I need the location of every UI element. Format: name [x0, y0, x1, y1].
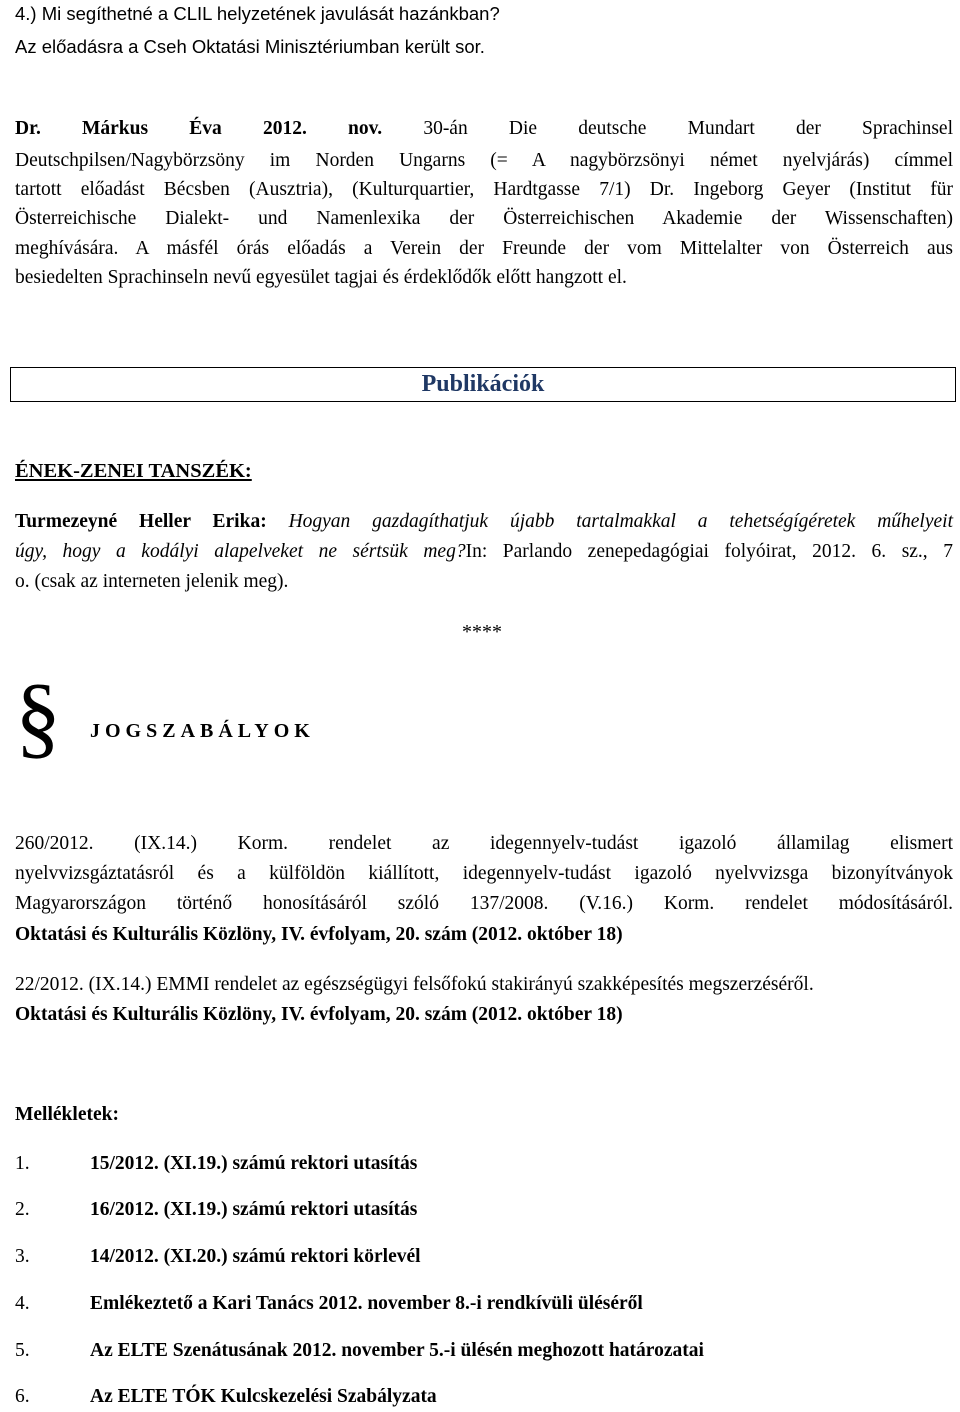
annex-number: 2.	[15, 1199, 30, 1220]
lecture-line-6: besiedelten Sprachinseln nevű egyesület tagjai és érdeklődők előtt hangzott el.	[15, 267, 627, 288]
publication-line-3: o. (csak az interneten jelenik meg).	[15, 571, 289, 592]
lecture-line-5: meghívására. A másfél órás előadás a Verein der Freunde der vom Mittelalter von Österreich aus	[15, 238, 953, 259]
law-1-line-3: Magyarországon történő honosításáról szóló 137/2008. (V.16.) Korm. rendelet módosításáról.	[15, 893, 953, 914]
department-heading: ÉNEK-ZENEI TANSZÉK:	[15, 460, 252, 482]
annex-number: 6.	[15, 1386, 30, 1407]
annex-number: 1.	[15, 1153, 30, 1174]
law-2-source: Oktatási és Kulturális Közlöny, IV. évfolyam, 20. szám (2012. október 18)	[15, 1004, 623, 1025]
publication-author: Turmezeyné Heller Erika:	[15, 511, 267, 532]
section-sign-icon: §	[15, 665, 61, 767]
annex-item: Az ELTE TÓK Kulcskezelési Szabályzata	[90, 1386, 437, 1407]
question-4: 4.) Mi segíthetné a CLIL helyzetének javulását hazánkban?	[15, 3, 500, 24]
law-2-line-1: 22/2012. (IX.14.) EMMI rendelet az egészségügyi felsőfokú stakirányú szakképesítés megszerzéséről.	[15, 974, 814, 995]
law-1-source: Oktatási és Kulturális Közlöny, IV. évfolyam, 20. szám (2012. október 18)	[15, 924, 623, 945]
publication-line-1	[15, 510, 953, 534]
annex-item: Emlékeztető a Kari Tanács 2012. november 8.-i rendkívüli üléséről	[90, 1293, 643, 1314]
lecture-line-1	[15, 117, 953, 141]
publications-heading: Publikációk	[10, 367, 956, 402]
annex-number: 4.	[15, 1293, 30, 1314]
annex-item: 14/2012. (XI.20.) számú rektori körlevél	[90, 1246, 421, 1267]
law-1-line-1: 260/2012. (IX.14.) Korm. rendelet az idegennyelv-tudást igazoló államilag elismert	[15, 833, 953, 854]
annex-number: 5.	[15, 1340, 30, 1361]
lecture-line-2: Deutschpilsen/Nagybörzsöny im Norden Ungarns (= A nagybörzsönyi német nyelvjárás) címmel	[15, 150, 953, 171]
publication-source: In: Parlando zenepedagógiai folyóirat, 2012. 6. sz., 7	[465, 541, 953, 562]
publication-title-part-2: úgy, hogy a kodályi alapelveket ne sértsük meg?	[15, 541, 466, 562]
annex-item: 15/2012. (XI.19.) számú rektori utasítás	[90, 1153, 418, 1174]
publication-title-part-1: Hogyan gazdagíthatjuk újabb tartalmakkal a tehetségígéretek műhelyeit	[266, 511, 953, 532]
laws-heading: JOGSZABÁLYOK	[90, 720, 315, 742]
lecture-title-start: 30-án Die deutsche Mundart der Sprachinsel	[382, 118, 953, 139]
publication-line-2	[15, 540, 953, 564]
separator-stars: ****	[462, 621, 502, 643]
annex-number: 3.	[15, 1246, 30, 1267]
annex-item: 16/2012. (XI.19.) számú rektori utasítás	[90, 1199, 418, 1220]
annexes-heading: Mellékletek:	[15, 1104, 119, 1125]
law-1-line-2: nyelvvizsgáztatásról és a külföldön kiállított, idegennyelv-tudást igazoló nyelvvizsga bizonyítványok	[15, 863, 953, 884]
question-4-location: Az előadásra a Cseh Oktatási Minisztériumban került sor.	[15, 36, 485, 57]
lecture-presenter: Dr. Márkus Éva 2012. nov.	[15, 118, 383, 139]
annex-item: Az ELTE Szenátusának 2012. november 5.-i ülésén meghozott határozatai	[90, 1340, 704, 1361]
lecture-line-3: tartott előadást Bécsben (Ausztria), (Kulturquartier, Hardtgasse 7/1) Dr. Ingeborg Geyer (Institut für	[15, 179, 953, 200]
lecture-line-4: Österreichische Dialekt- und Namenlexika der Österreichischen Akademie der Wissenschaften)	[15, 208, 953, 229]
